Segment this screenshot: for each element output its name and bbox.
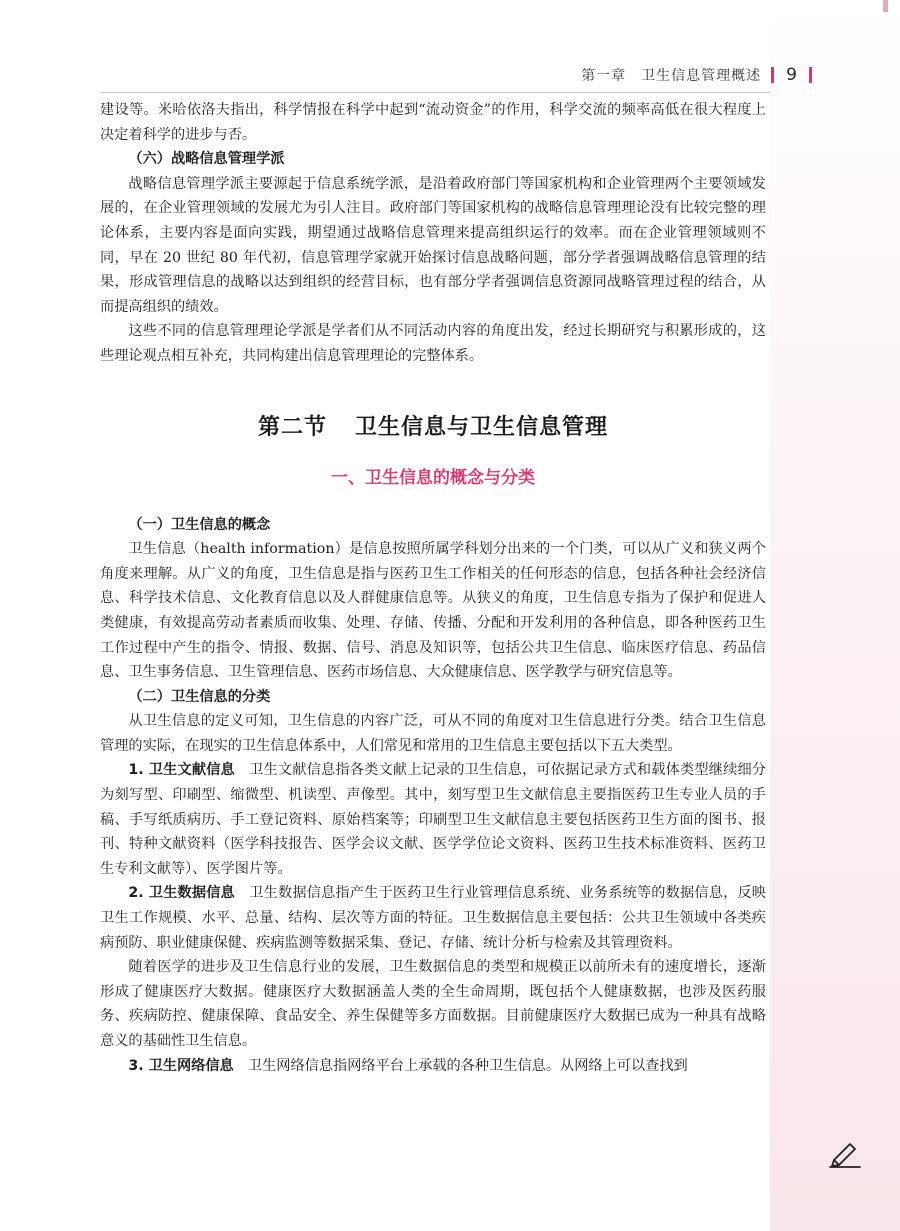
page-body <box>100 98 766 1078</box>
paragraph <box>100 955 766 1053</box>
subsection-heading: （六）战略信息管理学派 <box>128 151 285 168</box>
subsection-heading: （二）卫生信息的分类 <box>128 688 271 705</box>
topic-heading: 一、卫生信息的概念与分类 <box>331 467 535 488</box>
running-head <box>581 64 812 86</box>
pen-note-icon <box>828 1140 862 1168</box>
paragraph <box>100 1054 766 1079</box>
top-tab-marker <box>883 0 888 12</box>
header-divider-right <box>809 67 812 83</box>
paragraph-text: 战略信息管理学派主要源起于信息系统学派，是沿着政府部门等国家机构和企业管理两个主要领域发展的，在企业管理领域的发展尤为引人注目。政府部门等国家机构的战略信息管理理论没有比较完整的理论体系，主要内容是面向实践，期望通过战略信息管理来提高组织运行的效率。而在企业管理领域则不同，早在 20 世纪 80 年代初，信息管理学家就开始探讨信息战略问题，部分学者强调战略信息管理的结果，形成管理信息的战略以达到组织的经营目标，也有部分学者强调信息资源同战略管理过程的结合，从而提高组织的绩效。 <box>100 175 766 315</box>
paragraph-lead: 2. 卫生数据信息 <box>128 885 235 902</box>
section-number: 第二节 <box>257 414 327 440</box>
paragraph <box>100 709 766 758</box>
chapter-title: 第一章 卫生信息管理概述 <box>581 68 762 84</box>
paragraph-lead: 1. 卫生文献信息 <box>128 762 235 779</box>
paragraph-text: 卫生信息（health information）是信息按照所属学科划分出来的一个门类，可以从广义和狭义两个角度来理解。从广义的角度，卫生信息是指与医药卫生工作相关的任何形态的信息，包括各种社会经济信息、科学技术信息、文化教育信息以及人群健康信息等。从狭义的角度，卫生信息专指为了保护和促进人类健康，有效提高劳动者素质而收集、处理、存储、传播、分配和开发利用的各种信息，即各种医药卫生工作过程中产生的指令、情报、数据、信号、消息及知识等，包括公共卫生信息、临床医疗信息、药品信息、卫生事务信息、卫生管理信息、医药市场信息、大众健康信息、医学教学与研究信息等。 <box>100 541 766 681</box>
paragraph <box>100 758 766 881</box>
paragraph <box>100 537 766 685</box>
paragraph <box>100 98 766 147</box>
paragraph-lead: 3. 卫生网络信息 <box>128 1057 234 1074</box>
paragraph-text: 卫生数据信息指产生于医药卫生行业管理信息系统、业务系统等的数据信息，反映卫生工作规模、水平、总量、结构、层次等方面的特征。卫生数据信息主要包括：公共卫生领域中各类疾病预防、职业健康保健、疾病监测等数据采集、登记、存储、统计分析与检索及其管理资料。 <box>100 885 766 951</box>
paragraph-text: 卫生网络信息指网络平台上承载的各种卫生信息。从网络上可以查找到 <box>247 1057 688 1074</box>
page-number: 9 <box>786 65 797 85</box>
header-divider <box>771 67 774 83</box>
paragraph <box>100 881 766 955</box>
paragraph-text: 卫生文献信息指各类文献上记录的卫生信息，可依据记录方式和载体类型继续细分为刻写型、印刷型、缩微型、机读型、声像型。其中，刻写型卫生文献信息主要指医药卫生专业人员的手稿、手写纸质病历、手工登记资料、原始档案等；印刷型卫生文献信息主要包括医药卫生方面的图书、报刊、特种文献资料（医学科技报告、医学会议文献、医学学位论文资料、医药卫生技术标准资料、医药卫生专利文献等）、医学图片等。 <box>100 762 766 877</box>
paragraph <box>100 319 766 368</box>
paragraph-text: 从卫生信息的定义可知，卫生信息的内容广泛，可从不同的角度对卫生信息进行分类。结合卫生信息管理的实际，在现实的卫生信息体系中，人们常见和常用的卫生信息主要包括以下五大类型。 <box>100 713 766 754</box>
subsection-heading: （一）卫生信息的概念 <box>128 516 271 533</box>
paragraph-text: 这些不同的信息管理理论学派是学者们从不同活动内容的角度出发，经过长期研究与积累形成的，这些理论观点相互补充，共同构建出信息管理理论的完整体系。 <box>100 323 766 364</box>
paragraph <box>100 172 766 320</box>
section-title <box>100 413 766 443</box>
paragraph-text: 建设等。米哈依洛夫指出，科学情报在科学中起到“流动资金”的作用，科学交流的频率高低在很大程度上决定着科学的进步与否。 <box>100 102 766 143</box>
margin-strip <box>770 0 900 1231</box>
section-heading-text: 卫生信息与卫生信息管理 <box>355 414 609 440</box>
paragraph-text: 随着医学的进步及卫生信息行业的发展，卫生数据信息的类型和规模正以前所未有的速度增长，逐渐形成了健康医疗大数据。健康医疗大数据涵盖人类的全生命周期，既包括个人健康数据，也涉及医药服务、疾病防控、健康保障、食品安全、养生保健等多方面数据。目前健康医疗大数据已成为一种具有战略意义的基础性卫生信息。 <box>100 959 766 1049</box>
header-rule <box>100 92 770 93</box>
